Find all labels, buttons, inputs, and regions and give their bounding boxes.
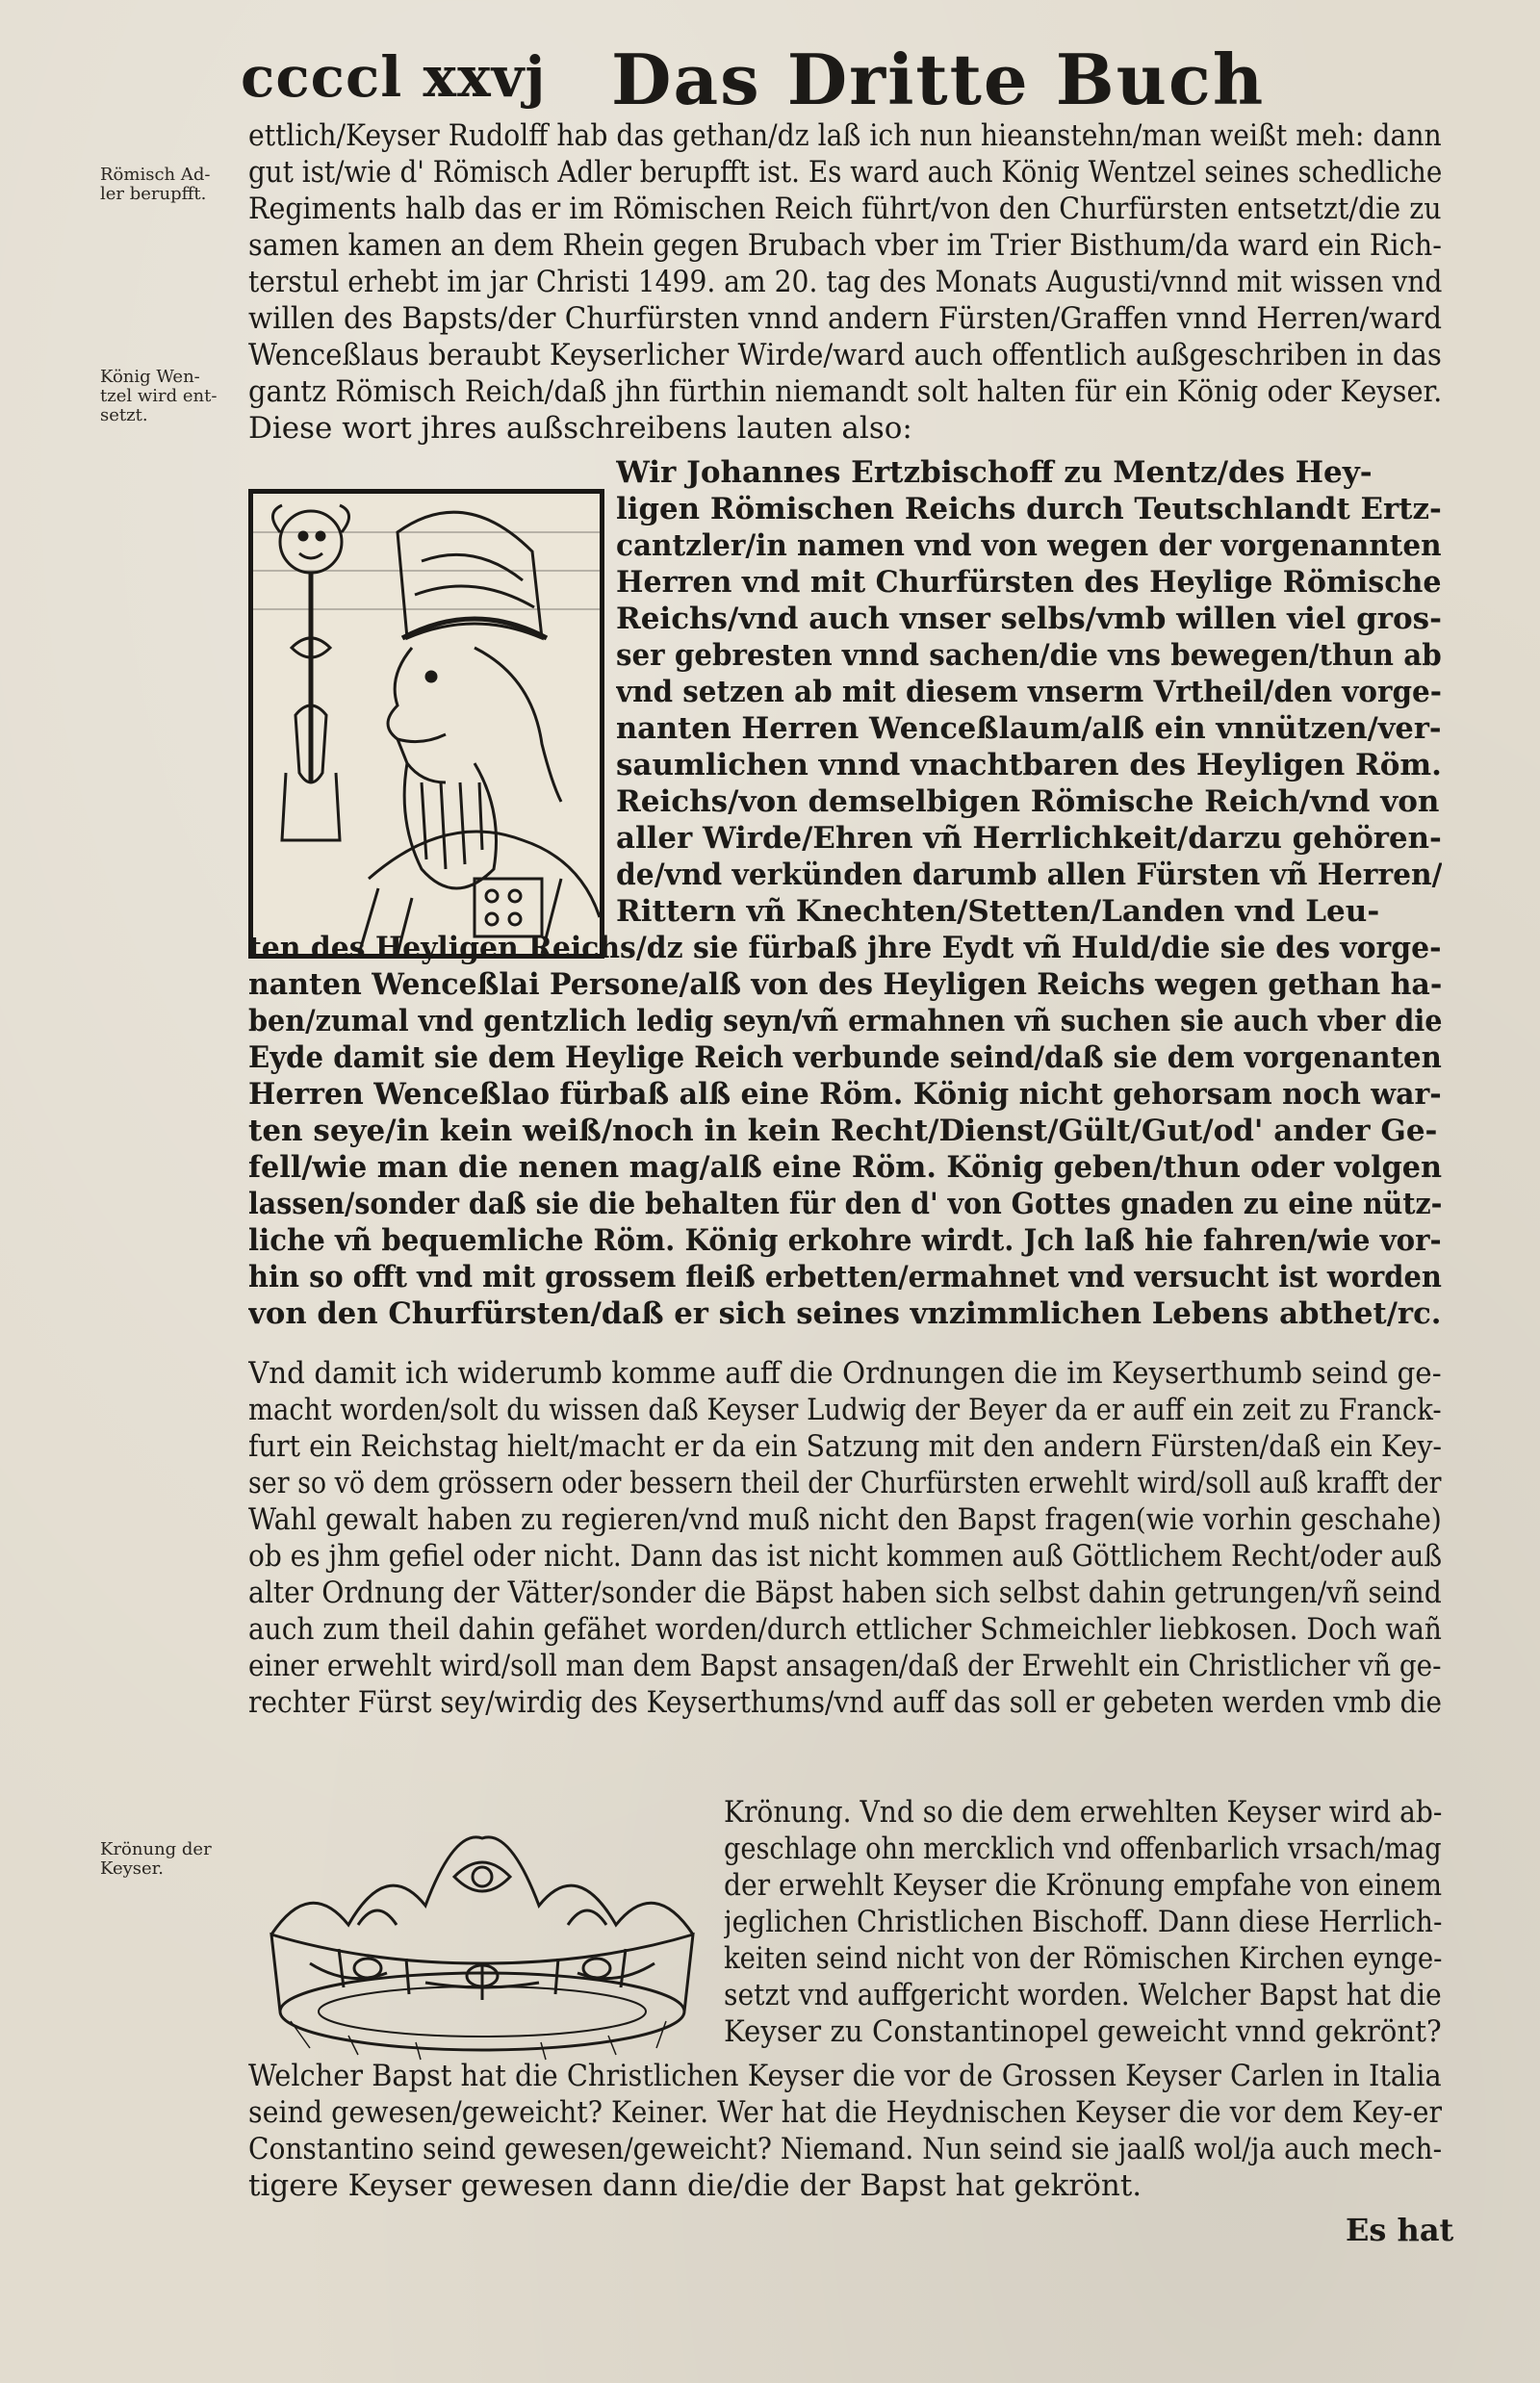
decree-line: ligen Römischen Reichs durch Teutschlandt Ertz- bbox=[616, 492, 1442, 526]
running-title: Das Dritte Buch bbox=[611, 38, 1266, 120]
text-line: ser so vö dem grössern oder bessern theil der Churfürsten erwehlt wird/soll auß krafft der bbox=[248, 1466, 1442, 1500]
text-line: Constantino seind gewesen/geweicht? Niemand. Nun seind sie jaalß wol/ja auch mech- bbox=[248, 2132, 1442, 2166]
text-line: Wahl gewalt haben zu regieren/vnd muß nicht den Bapst fragen(wie vorhin geschahe) bbox=[248, 1502, 1442, 1537]
text-line: macht worden/solt du wissen daß Keyser Ludwig der Beyer da er auff ein zeit zu Franck- bbox=[248, 1393, 1442, 1427]
text-line: Wenceßlaus beraubt Keyserlicher Wirde/ward auch offentlich außgeschriben in das bbox=[248, 338, 1442, 372]
decree-line: de/vnd verkünden darumb allen Fürsten vñ Herren/ bbox=[616, 858, 1443, 892]
crown-woodcut-icon bbox=[252, 1819, 712, 2071]
decree-line: Herren Wenceßlao fürbaß alß eine Röm. König nicht gehorsam noch war- bbox=[248, 1077, 1442, 1112]
text-line: samen kamen an dem Rhein gegen Brubach vber im Trier Bisthum/da ward ein Rich- bbox=[248, 228, 1442, 263]
decree-line: saumlichen vnnd vnachtbaren des Heyligen Röm. bbox=[616, 748, 1442, 782]
decree-line: cantzler/in namen vnd von wegen der vorgenannten bbox=[616, 528, 1442, 563]
decree-line: aller Wirde/Ehren vñ Herrlichkeit/darzu gehören- bbox=[616, 821, 1442, 856]
paragraph-kroenung bbox=[724, 1794, 1442, 2050]
text-line: willen des Bapsts/der Churfürsten vnnd andern Fürsten/Graffen vnnd Herren/ward bbox=[248, 301, 1443, 336]
decree-continued bbox=[248, 930, 1442, 1332]
paragraph-ordnungen bbox=[248, 1355, 1442, 1721]
text-line: tigere Keyser gewesen dann die/die der Bapst hat gekrönt. bbox=[248, 2168, 1142, 2203]
text-line: gantz Römisch Reich/daß jhn fürthin niemandt solt halten für ein König oder Keyser. bbox=[248, 374, 1442, 409]
decree-line: vnd setzen ab mit diesem vnserm Vrtheil/den vorge- bbox=[616, 675, 1442, 709]
text-line: gut ist/wie d' Römisch Adler berupfft ist. Es ward auch König Wentzel seines schedliche bbox=[248, 155, 1443, 190]
catchword: Es hat bbox=[1346, 2212, 1454, 2248]
text-line: rechter Fürst sey/wirdig des Keyserthums/vnd auff das soll er gebeten werden vmb die bbox=[248, 1685, 1442, 1720]
margin-note-adler: Römisch Ad- ler berupfft. bbox=[100, 165, 211, 204]
text-line: Krönung. Vnd so die dem erwehlten Keyser wird ab- bbox=[724, 1795, 1442, 1830]
text-line: setzt vnd auffgericht worden. Welcher Bapst hat die bbox=[724, 1978, 1442, 2012]
text-line: der erwehlt Keyser die Krönung empfahe von einem bbox=[724, 1868, 1442, 1903]
paragraph-wentzel bbox=[248, 117, 1442, 447]
decree-line: hin so offt vnd mit grossem fleiß erbetten/ermahnet vnd versucht ist worden bbox=[248, 1260, 1442, 1294]
decree-line: nanten Wenceßlai Persone/alß von des Heyligen Reichs wegen gethan ha- bbox=[248, 967, 1442, 1002]
woodcut-archbishop-portrait bbox=[248, 489, 604, 959]
decree-line: Herren vnd mit Churfürsten des Heylige Römische bbox=[616, 565, 1442, 600]
text-line: terstul erhebt im jar Christi 1499. am 20. tag des Monats Augusti/vnnd mit wissen vnd bbox=[248, 265, 1443, 299]
text-line: alter Ordnung der Vätter/sonder die Bäpst haben sich selbst dahin getrungen/vñ seind bbox=[248, 1576, 1442, 1610]
decree-line: nanten Herren Wenceßlaum/alß ein vnnützen/ver- bbox=[616, 711, 1442, 746]
archbishop-woodcut-icon bbox=[253, 494, 600, 954]
text-line: Regiments halb das er im Römischen Reich führt/von den Churfürsten entsetzt/die zu bbox=[248, 192, 1442, 226]
decree-line: ten des Heyligen Reichs/dz sie fürbaß jhre Eydt vñ Huld/die sie des vorge- bbox=[248, 931, 1442, 965]
decree-line: liche vñ bequemliche Röm. König erkohre wirdt. Jch laß hie fahren/wie vor- bbox=[248, 1223, 1442, 1258]
folio-number: ccccl xxvj bbox=[241, 44, 547, 110]
text-line: keiten seind nicht von der Römischen Kirchen eynge- bbox=[724, 1941, 1443, 1976]
decree-line: ten seye/in kein weiß/noch in kein Recht/Dienst/Gült/Gut/od' ander Ge- bbox=[248, 1114, 1438, 1148]
decree-line: von den Churfürsten/daß er sich seines vnzimmlichen Lebens abthet/rc. bbox=[248, 1296, 1442, 1331]
text-line: Keyser zu Constantinopel geweicht vnnd gekrönt? bbox=[724, 2014, 1442, 2049]
text-line: ettlich/Keyser Rudolff hab das gethan/dz laß ich nun hieanstehn/man weißt meh: dann bbox=[248, 118, 1442, 153]
decree-line: ser gebresten vnnd sachen/die vns bewegen/thun ab bbox=[616, 638, 1442, 673]
text-line: Vnd damit ich widerumb komme auff die Ordnungen die im Keyserthumb seind ge- bbox=[248, 1356, 1442, 1391]
decree-line: ben/zumal vnd gentzlich ledig seyn/vñ ermahnen vñ suchen sie auch vber die bbox=[248, 1004, 1443, 1038]
text-line: Diese wort jhres außschreibens lauten also: bbox=[248, 411, 912, 446]
decree-line: lassen/sonder daß sie die behalten für den d' von Gottes gnaden zu eine nütz- bbox=[248, 1187, 1443, 1221]
paragraph-keyser-gekroent bbox=[248, 2058, 1442, 2204]
decree-beside-portrait bbox=[616, 454, 1442, 930]
crown-icon bbox=[252, 1819, 712, 2071]
decree-line: Reichs/vnd auch vnser selbs/vmb willen viel gros- bbox=[616, 602, 1442, 636]
decree-line: Reichs/von demselbigen Römische Reich/vnd von bbox=[616, 784, 1440, 819]
text-line: furt ein Reichstag hielt/macht er da ein Satzung mit den andern Fürsten/daß ein Key- bbox=[248, 1429, 1443, 1464]
text-line: geschlage ohn mercklich vnd offenbarlich vrsach/mag bbox=[724, 1832, 1442, 1866]
page-header bbox=[241, 38, 1444, 125]
text-line: auch zum theil dahin gefähet worden/durch ettlicher Schmeichler liebkosen. Doch wañ bbox=[248, 1612, 1442, 1647]
margin-note-wentzel: König Wen- tzel wird ent- setzt. bbox=[100, 367, 218, 425]
decree-line: Rittern vñ Knechten/Stetten/Landen vnd Leu- bbox=[616, 894, 1380, 929]
text-line: ob es jhm gefiel oder nicht. Dann das ist nicht kommen auß Göttlichem Recht/oder auß bbox=[248, 1539, 1442, 1574]
decree-line: Wir Johannes Ertzbischoff zu Mentz/des Hey- bbox=[616, 455, 1373, 490]
decree-line: fell/wie man die nenen mag/alß eine Röm. König geben/thun oder volgen bbox=[248, 1150, 1442, 1185]
margin-note-kroenung: Krönung der Keyser. bbox=[100, 1839, 212, 1879]
text-line: jeglichen Christlichen Bischoff. Dann diese Herrlich- bbox=[724, 1905, 1443, 1939]
text-line: Welcher Bapst hat die Christlichen Keyser die vor de Grossen Keyser Carlen in Italia bbox=[248, 2059, 1442, 2093]
text-line: seind gewesen/geweicht? Keiner. Wer hat die Heydnischen Keyser die vor dem Key-er bbox=[248, 2095, 1442, 2130]
decree-line: Eyde damit sie dem Heylige Reich verbunde seind/daß sie dem vorgenanten bbox=[248, 1040, 1442, 1075]
text-line: einer erwehlt wird/soll man dem Bapst ansagen/daß der Erwehlt ein Christlicher vñ ge- bbox=[248, 1649, 1442, 1683]
